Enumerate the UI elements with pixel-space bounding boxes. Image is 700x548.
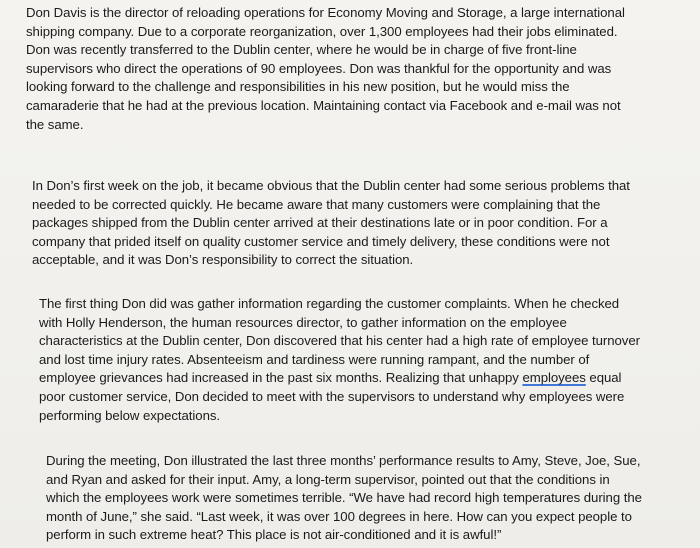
text-line: The first thing Don did was gather information regarding the customer complaints. When he checked bbox=[39, 296, 620, 311]
paragraph-2 bbox=[32, 177, 630, 270]
text-line: needed to be corrected quickly. He became aware that many customers were complaining that the bbox=[32, 196, 601, 212]
text-line: Don Davis is the director of reloading operations for Economy Moving and Storage, a large international bbox=[26, 5, 625, 20]
text-line: acceptable, and it was Don’s responsibility to correct the situation. bbox=[32, 252, 414, 268]
spellcheck-underlined-word[interactable]: employees bbox=[522, 370, 586, 386]
text-line: packages shipped from the Dublin center arrived at their destinations late or in poor condition. For a bbox=[32, 215, 608, 231]
text-line: supervisors who direct the operations of 90 employees. Don was thankful for the opportunity and was bbox=[26, 60, 612, 76]
text-line: poor customer service, Don decided to meet with the supervisors to understand why employees were bbox=[39, 388, 625, 404]
text-line: In Don’s first week on the job, it became obvious that the Dublin center had some serious problems that bbox=[32, 178, 630, 193]
text-line-with-spellcheck bbox=[39, 369, 640, 388]
text-line: month of June,” she said. “Last week, it was over 100 degrees in here. How can you expect people to bbox=[46, 508, 632, 524]
text-line: which the employees work were sometimes terrible. “We have had record high temperatures during the bbox=[46, 490, 642, 506]
text-segment: equal bbox=[589, 370, 622, 386]
text-line: During the meeting, Don illustrated the last three months’ performance results to Amy, Steve, Joe, Sue, bbox=[46, 453, 641, 468]
text-line: and Ryan and asked for their input. Amy, a long-term supervisor, pointed out that the conditions in bbox=[46, 471, 610, 487]
text-line: Don was recently transferred to the Dublin center, where he would be in charge of five front-line bbox=[26, 42, 577, 58]
paragraph-3 bbox=[39, 295, 640, 425]
paragraph-1 bbox=[26, 4, 625, 134]
text-line: shipping company. Due to a corporate reorganization, over 1,300 employees had their jobs eliminated. bbox=[26, 23, 618, 39]
text-segment: employee grievances had increased in the past six months. Realizing that unhappy bbox=[39, 370, 519, 386]
text-line: company that prided itself on quality customer service and timely delivery, these conditions were not bbox=[32, 233, 610, 249]
text-line: looking forward to the challenge and responsibilities in his new position, but he would miss the bbox=[26, 79, 570, 95]
text-line: with Holly Henderson, the human resources director, to gather information on the employee bbox=[39, 314, 567, 330]
text-line: and lost time injury rates. Absenteeism and tardiness were running rampant, and the number of bbox=[39, 351, 590, 367]
text-line: camaraderie that he had at the previous location. Maintaining contact via Facebook and e-mail was not bbox=[26, 97, 621, 113]
text-line: the same. bbox=[26, 116, 84, 132]
paragraph-4 bbox=[46, 452, 642, 545]
text-line: performing below expectations. bbox=[39, 407, 221, 423]
text-line: characteristics at the Dublin center, Don discovered that his center had a high rate of employee turnover bbox=[39, 333, 640, 349]
text-line: perform in such extreme heat? This place is not air-conditioned and it is awful!” bbox=[46, 527, 502, 543]
